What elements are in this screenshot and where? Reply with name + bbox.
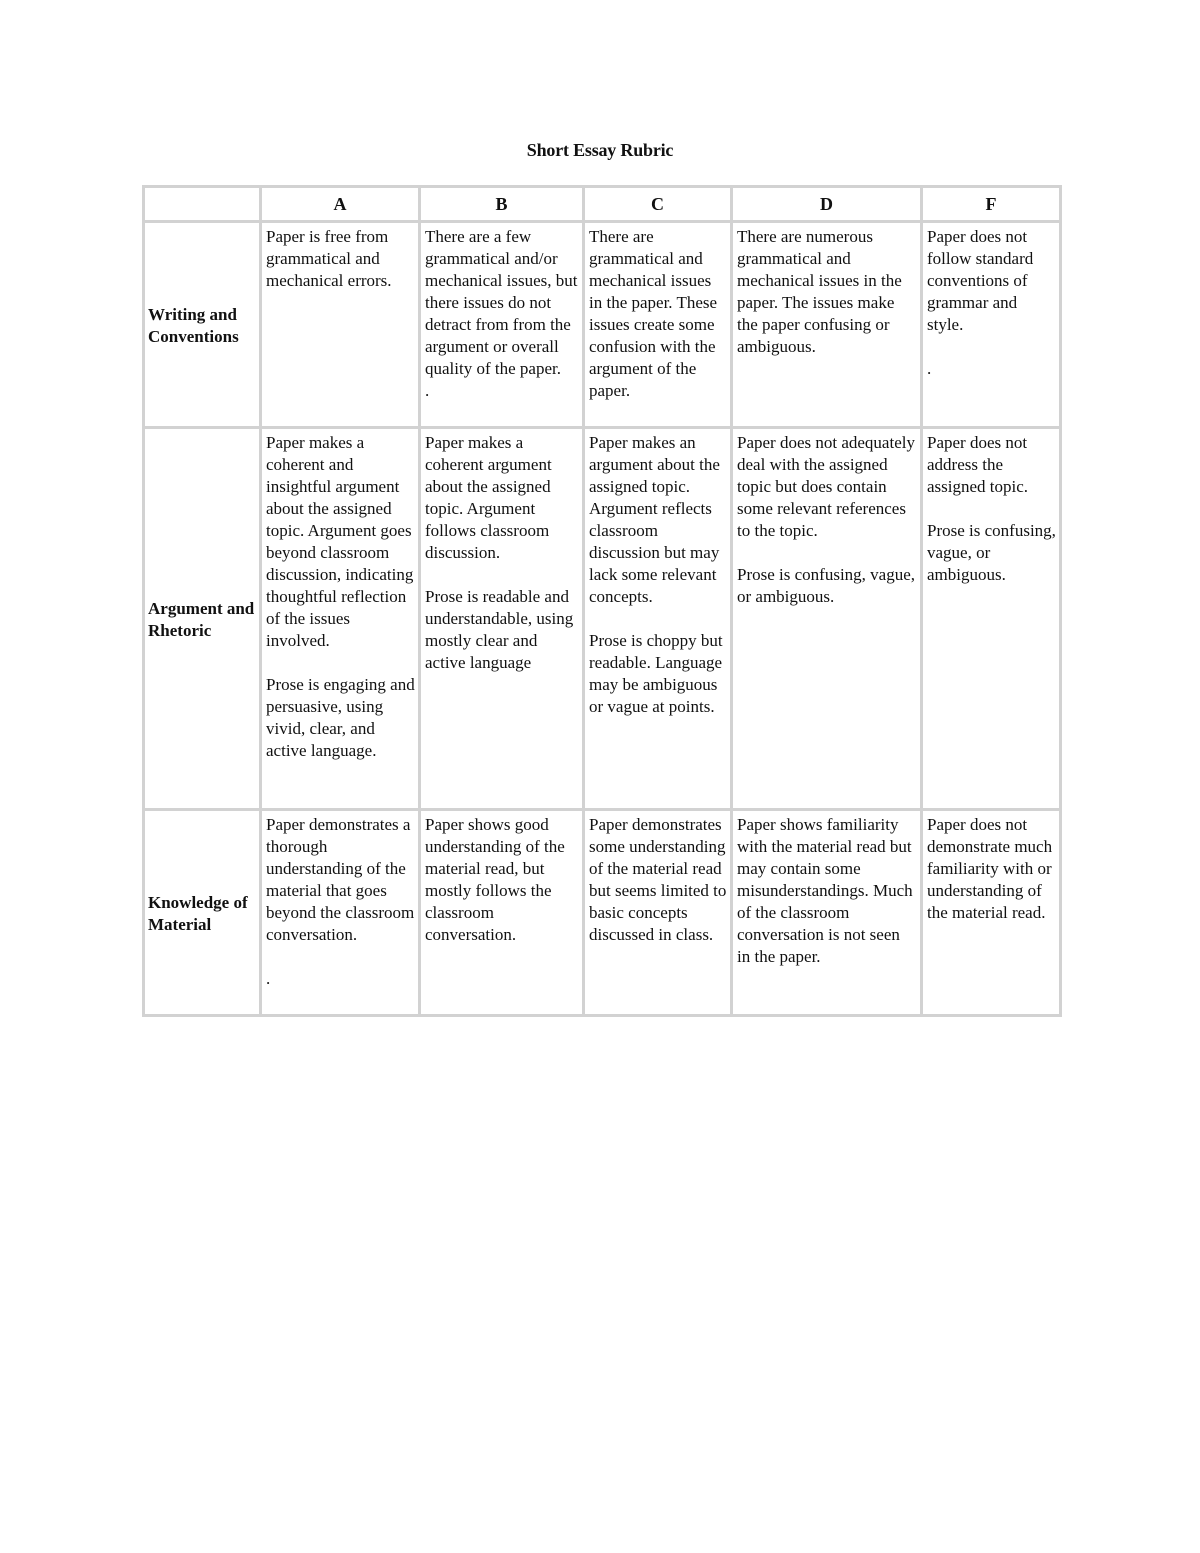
table-cell: [261, 428, 420, 810]
header-grade-c: C: [584, 187, 732, 222]
table-row: [144, 222, 1061, 428]
cell-text: Paper shows familiarity with the material read but may contain some misunderstandings. Much of the classroom conversation is not seen in the paper.: [737, 815, 913, 966]
cell-text: Paper is free from grammatical and mechanical errors.: [266, 227, 392, 290]
cell-text: Paper does not address the assigned topic. Prose is confusing, vague, or ambiguous.: [927, 433, 1056, 584]
header-grade-a: A: [261, 187, 420, 222]
cell-text: Paper makes a coherent and insightful argument about the assigned topic. Argument goes beyond classroom discussion, indicating thoughtful reflection of the issues involved. Prose is engaging and persuasive, using vivid, clear, and active language.: [266, 433, 415, 760]
cell-text: Paper does not demonstrate much familiarity with or understanding of the material read.: [927, 815, 1053, 922]
table-cell: [420, 810, 584, 1016]
cell-text: Paper makes an argument about the assigned topic. Argument reflects classroom discussion but may lack some relevant concepts. Prose is choppy but readable. Language may be ambiguous or vague at points.: [589, 433, 723, 716]
cell-text: Paper makes a coherent argument about the assigned topic. Argument follows classroom discussion. Prose is readable and understandable, using mostly clear and active language: [425, 433, 574, 672]
header-row: [144, 187, 1061, 222]
row-label-writing-conventions: Writing and Conventions: [144, 222, 261, 428]
document-title: Short Essay Rubric: [526, 140, 674, 160]
table-cell: [732, 428, 922, 810]
cell-text: Paper demonstrates some understanding of the material read but seems limited to basic concepts discussed in class.: [589, 815, 727, 944]
cell-text: Paper does not adequately deal with the assigned topic but does contain some relevant references to the topic. Prose is confusing, vague, or ambiguous.: [737, 433, 916, 606]
header-grade-b: B: [420, 187, 584, 222]
table-cell: [922, 222, 1061, 428]
table-cell: [261, 222, 420, 428]
table-cell: [420, 428, 584, 810]
cell-text: There are a few grammatical and/or mechanical issues, but there issues do not detract from from the argument or overall quality of the paper. .: [425, 227, 578, 400]
table-cell: [420, 222, 584, 428]
table-cell: [261, 810, 420, 1016]
header-grade-f: F: [922, 187, 1061, 222]
rubric-table: [142, 185, 1062, 1017]
table-cell: [732, 810, 922, 1016]
table-cell: [732, 222, 922, 428]
table-row: [144, 810, 1061, 1016]
cell-text: Paper shows good understanding of the material read, but mostly follows the classroom conversation.: [425, 815, 565, 944]
cell-text: Paper does not follow standard conventions of grammar and style. .: [927, 227, 1034, 378]
table-cell: [584, 222, 732, 428]
row-label-knowledge-material: Knowledge of Material: [144, 810, 261, 1016]
row-label-argument-rhetoric: Argument and Rhetoric: [144, 428, 261, 810]
header-grade-d: D: [732, 187, 922, 222]
table-cell: [922, 810, 1061, 1016]
cell-text: There are numerous grammatical and mechanical issues in the paper. The issues make the paper confusing or ambiguous.: [737, 227, 902, 356]
table-cell: [584, 810, 732, 1016]
cell-text: Paper demonstrates a thorough understanding of the material that goes beyond the classroom conversation. .: [266, 815, 415, 988]
table-row: [144, 428, 1061, 810]
table-cell: [584, 428, 732, 810]
table-cell: [922, 428, 1061, 810]
header-corner: [144, 187, 261, 222]
cell-text: There are grammatical and mechanical issues in the paper. These issues create some confusion with the argument of the paper.: [589, 227, 718, 400]
